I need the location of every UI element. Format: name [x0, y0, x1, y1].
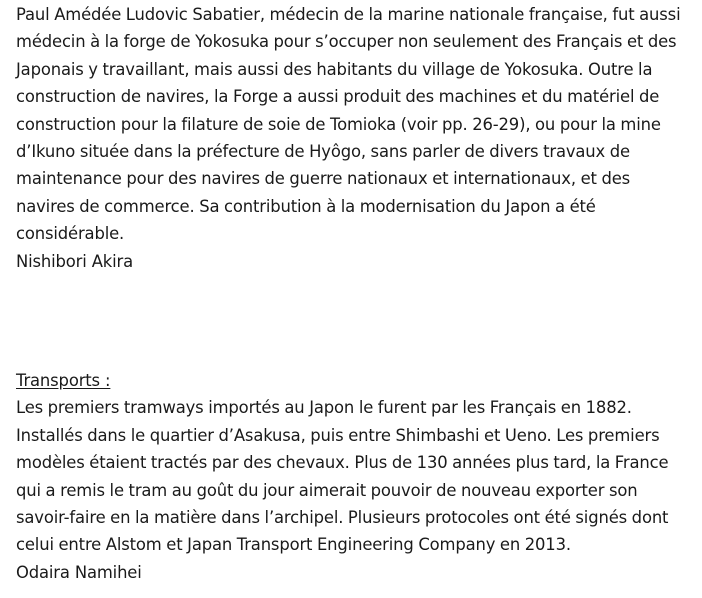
body-line: Installés dans le quartier d’Asakusa, puis entre Shimbashi et Ueno. Les premiers: [16, 425, 660, 445]
body-line: médecin à la forge de Yokosuka pour s’occuper non seulement des Français et des: [16, 32, 677, 52]
body-line: Japonais y travaillant, mais aussi des habitants du village de Yokosuka. Outre la: [16, 59, 653, 79]
body-line: savoir-faire en la matière dans l’archipel. Plusieurs protocoles ont été signés dont: [16, 508, 669, 528]
article-transports: [16, 367, 668, 586]
body-line: d’Ikuno située dans la préfecture de Hyôgo, sans parler de divers travaux de: [16, 142, 630, 162]
body-line: considérable.: [16, 224, 125, 244]
article-body: [16, 394, 668, 558]
author-name: Nishibori Akira: [16, 251, 134, 271]
section-heading: Transports :: [16, 371, 111, 390]
body-line: construction pour la filature de soie de Tomioka (voir pp. 26-29), ou pour la mine: [16, 114, 661, 134]
body-line: Paul Amédée Ludovic Sabatier, médecin de la marine nationale française, fut aussi: [16, 5, 681, 24]
body-line: construction de navires, la Forge a aussi produit des machines et du matériel de: [16, 87, 660, 107]
body-line: modèles étaient tractés par des chevaux. Plus de 130 années plus tard, la France: [16, 453, 669, 473]
body-line: maintenance pour des navires de guerre nationaux et internationaux, et des: [16, 169, 631, 189]
article-body: [16, 1, 680, 248]
body-line: celui entre Alstom et Japan Transport Engineering Company en 2013.: [16, 535, 571, 555]
article-yokosuka: [16, 1, 680, 275]
body-line: Les premiers tramways importés au Japon le furent par les Français en 1882.: [16, 398, 632, 418]
body-line: qui a remis le tram au goût du jour aimerait pouvoir de nouveau exporter son: [16, 480, 638, 500]
author-name: Odaira Namihei: [16, 562, 142, 582]
body-line: navires de commerce. Sa contribution à la modernisation du Japon a été: [16, 196, 596, 216]
